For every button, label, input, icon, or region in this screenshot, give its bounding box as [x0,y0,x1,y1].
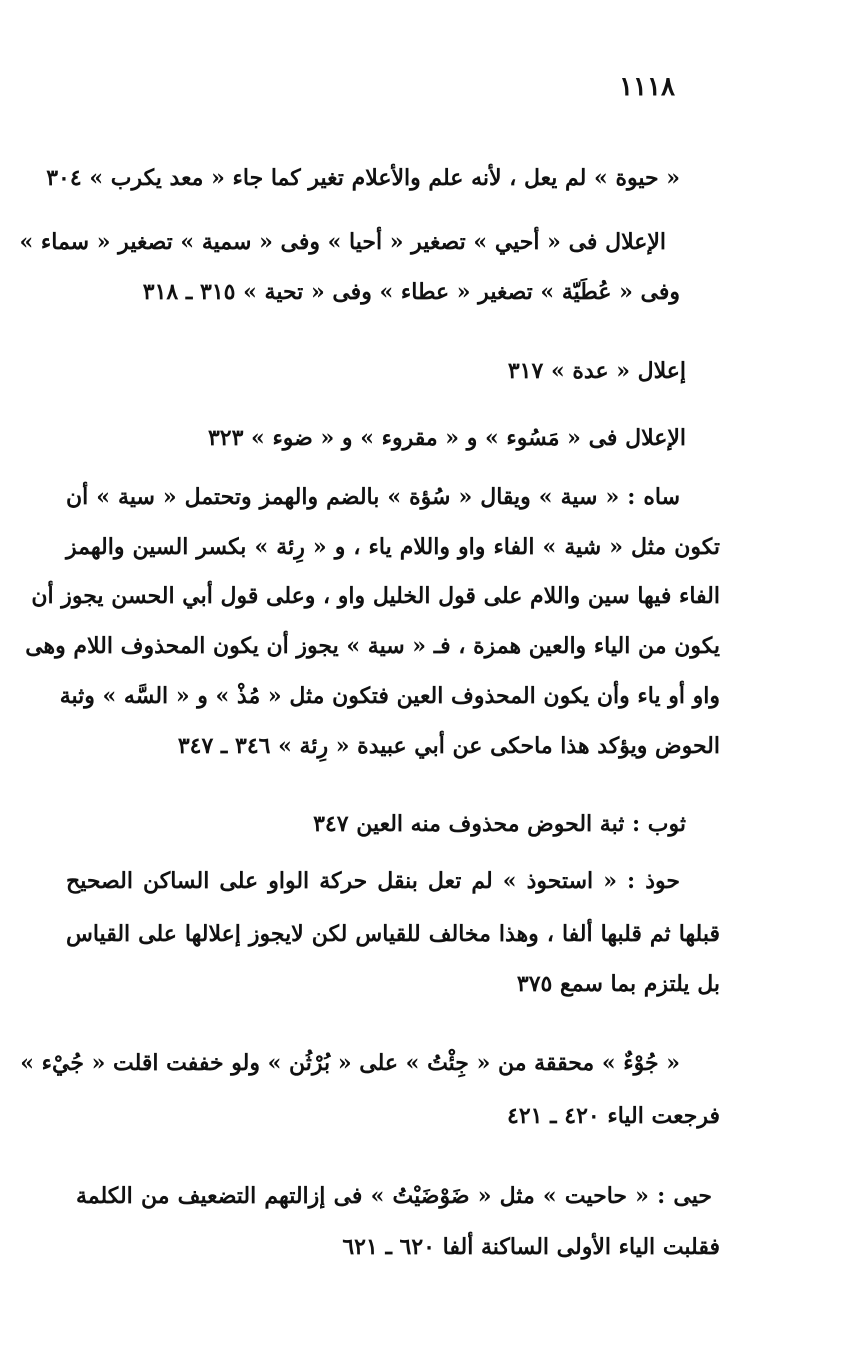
entry-line: ثوب : ثبة الحوض محذوف منه العين ٣٤٧ [313,811,686,837]
entry-line: حوذ : « استحوذ » لم تعل بنقل حركة الواو على الساكن الصحيح [66,868,680,894]
entry-line: تكون مثل « شية » الفاء واو واللام ياء ، و « رِئة » بكسر السين والهمز [66,534,720,560]
entry-line: فقلبت الياء الأولى الساكنة ألفا ٦٢٠ ـ ٦٢١ [342,1234,720,1260]
page-number: ١١١٨ [619,72,675,102]
entry-line: وفى « عُطَيّة » تصغير « عطاء » وفى « تحية » ٣١٥ ـ ٣١٨ [142,279,680,305]
entry-line: « جُوْءٌ » محققة من « جِئْتُ » على « بُرْثُن » ولو خففت اقلت « جُيْء » [20,1050,680,1076]
entry-line: « حيوة » لم يعل ، لأنه علم والأعلام تغير كما جاء « معد يكرب » ٣٠٤ [46,165,680,191]
entry-line: يكون من الياء والعين همزة ، فـ « سية » يجوز أن يكون المحذوف اللام وهى [25,633,720,659]
entry-line: ساه : « سية » ويقال « سُؤة » بالضم والهمز وتحتمل « سية » أن [66,484,680,510]
entry-line: الإعلال فى « أحيي » تصغير « أحيا » وفى « سمية » تصغير « سماء » [19,229,666,255]
entry-line: حيى : « حاحيت » مثل « ضَوْضَيْتُ » فى إزالتهم التضعيف من الكلمة [76,1183,712,1209]
entry-line: واو أو ياء وأن يكون المحذوف العين فتكون مثل « مُذْ » و « السَّه » وثبة [59,683,720,709]
entry-line: الحوض ويؤكد هذا ماحكى عن أبي عبيدة « رِئة » ٣٤٦ ـ ٣٤٧ [177,733,720,759]
entry-line: بل يلتزم بما سمع ٣٧٥ [516,971,720,997]
entry-line: فرجعت الياء ٤٢٠ ـ ٤٢١ [507,1103,720,1129]
entry-line: إعلال « عدة » ٣١٧ [507,358,686,384]
entry-line: قبلها ثم قلبها ألفا ، وهذا مخالف للقياس لكن لايجوز إعلالها على القياس [66,921,720,947]
entry-line: الإعلال فى « مَسُوء » و « مقروء » و « ضوء » ٣٢٣ [207,425,686,451]
entry-line: الفاء فيها سين واللام على قول الخليل واو ، وعلى قول أبي الحسن يجوز أن [31,583,720,609]
